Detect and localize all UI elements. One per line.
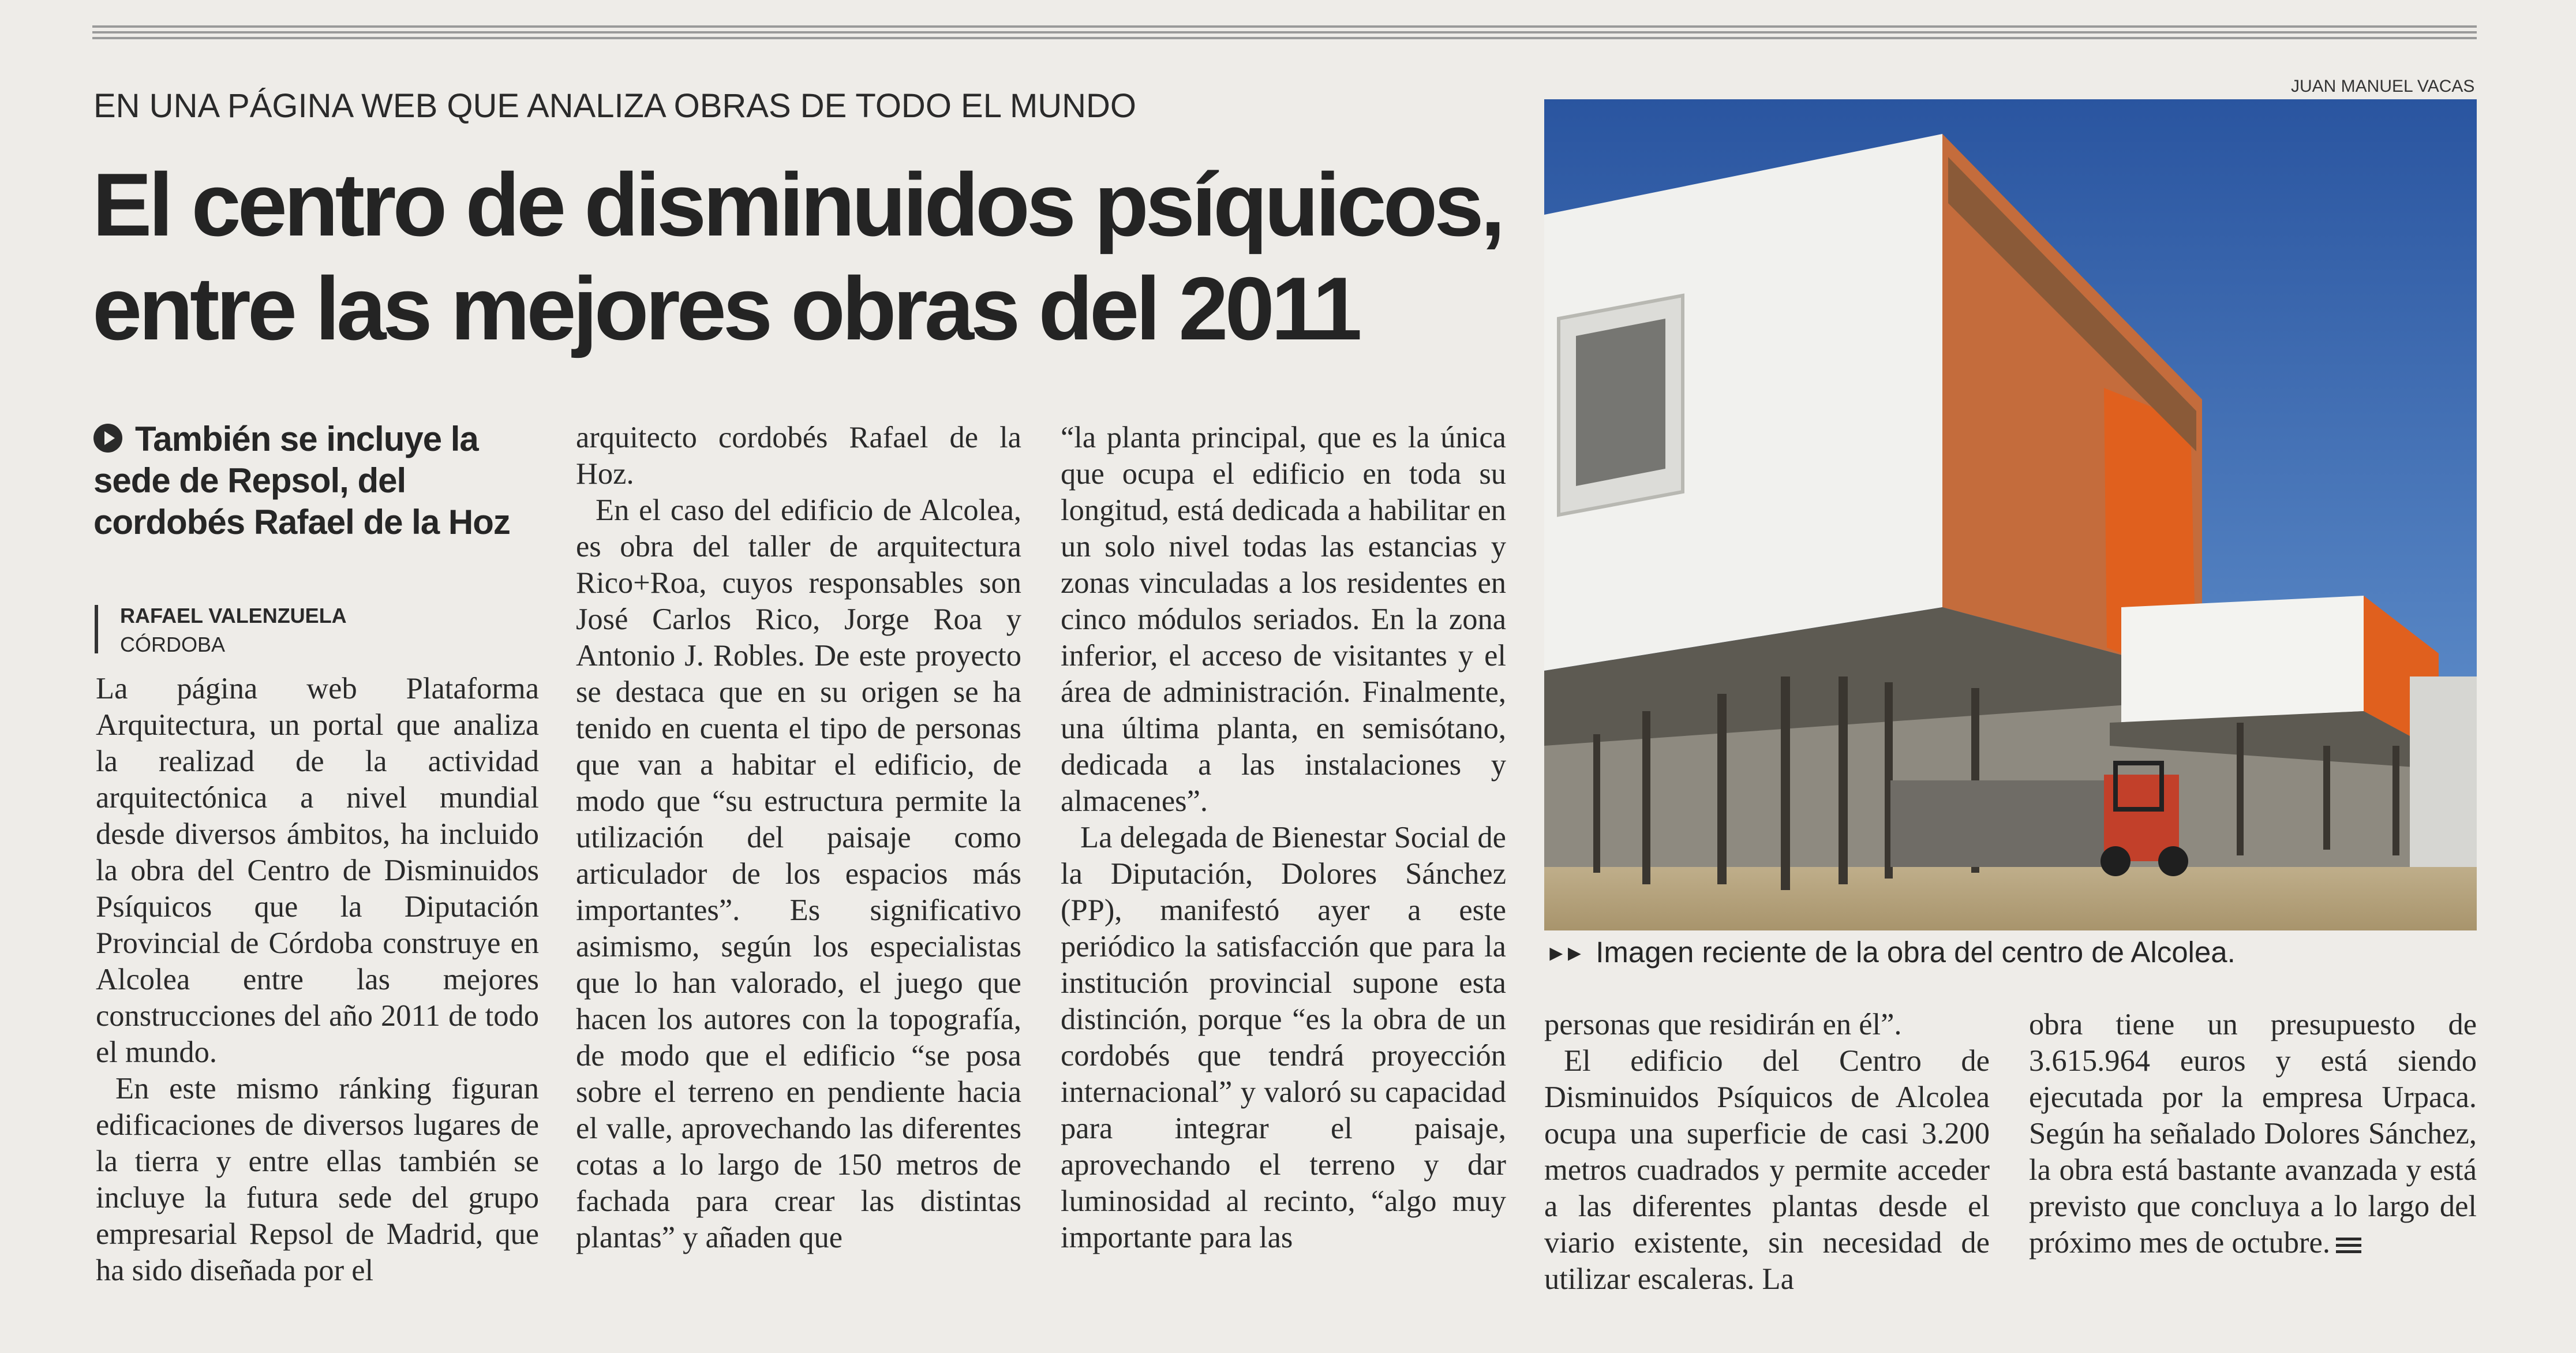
caption-arrow-icon: ►► <box>1545 941 1582 966</box>
byline-location: CÓRDOBA <box>120 633 226 656</box>
ground <box>1544 867 2477 930</box>
building-photo <box>1544 99 2477 930</box>
body-column-5 <box>2029 1007 2477 1261</box>
paragraph: arquitecto cordobés Rafael de la Hoz. <box>576 421 1021 491</box>
paragraph: La delegada de Bienestar Social de la Diputación, Dolores Sánchez (PP), manifestó ayer a este periódico la satisfacción que para la institución provincial supone esta distinción, porque “es la obra de un cordobés que tendrá proyección internacional” y valoró su capacidad para integrar el paisaje, aprovechando el terreno y dar luminosidad al recinto, “algo muy importante para las <box>1061 821 1506 1254</box>
top-rule <box>92 31 2477 33</box>
body-column-1 <box>96 671 539 1289</box>
headline-line: entre las mejores obras del 2011 <box>92 259 1359 358</box>
body-column-2 <box>576 420 1021 1256</box>
headline-line: El centro de disminuidos psíquicos, <box>92 155 1502 255</box>
play-bullet-icon <box>93 424 122 453</box>
byline-divider <box>95 605 98 653</box>
forklift <box>2101 763 2188 876</box>
paragraph: En el caso del edificio de Alcolea, es obra del taller de arquitectura Rico+Roa, cuyos responsables son José Carlos Rico, Jorge Roa y Antonio J. Robles. De este proyecto se destaca que en su origen se ha tenido en cuenta el tipo de personas que van a habitar el edificio, de modo que “su estructura permite la utilización del paisaje como articulador de los espacios más importantes”. Es significativo asimismo, según los especialistas que lo han valorado, el juego que hacen los autores con la topografía, de modo que el edificio “se posa sobre el terreno en pendiente hacia el valle, aprovechando las diferentes cotas a lo largo de 150 metros de fachada para crear las distintas plantas” y añaden que <box>576 494 1021 1254</box>
caption-text: Imagen reciente de la obra del centro de Alcolea. <box>1596 936 2236 969</box>
photo-caption <box>1545 935 2236 969</box>
paragraph: En este mismo ránking figuran edificaciones de diversos lugares de la tierra y entre ellas también se incluye la futura sede del grupo empresarial Repsol de Madrid, que ha sido diseñada por el <box>96 1072 539 1287</box>
subheadline <box>93 418 555 543</box>
paragraph: La página web Plataforma Arquitectura, un portal que analiza la realizad de la actividad arquitectónica a nivel mundial desde diversos ámbitos, ha incluido la obra del Centro de Disminuidos Psíquicos que la Diputación Provincial de Córdoba construye en Alcolea entre las mejores construcciones del año 2011 de todo el mundo. <box>96 672 539 1069</box>
top-rule <box>92 37 2477 39</box>
headline <box>92 153 1535 361</box>
subheadline-text: También se incluye la sede de Repsol, del cordobés Rafael de la Hoz <box>93 420 510 541</box>
paragraph-text: obra tiene un presupuesto de 3.615.964 euros y está siendo ejecutada por la empresa Urpaca. Según ha señalado Dolores Sánchez, la obra está bastante avanzada y está previsto que concluya a lo largo del próximo mes de octubre. <box>2029 1008 2477 1259</box>
paragraph <box>2029 1007 2477 1261</box>
body-column-4 <box>1544 1007 1990 1298</box>
lower-volume-front <box>2121 596 2364 723</box>
paragraph: “la planta principal, que es la única que ocupa el edificio en toda su longitud, está dedicada a habilitar en un solo nivel todas las estancias y zonas vinculadas a los residentes en cinco módulos seriados. En la zona inferior, el acceso de visitantes y el área de administración. Finalmente, una última planta, en semisótano, dedicada a las instalaciones y almacenes”. <box>1061 421 1506 818</box>
paragraph: personas que residirán en él”. <box>1544 1008 1902 1041</box>
end-of-article-icon <box>2336 1234 2361 1257</box>
body-column-3 <box>1061 420 1506 1256</box>
top-rule <box>92 25 2477 28</box>
photo-credit: JUAN MANUEL VACAS <box>2291 77 2475 96</box>
paragraph: El edificio del Centro de Disminuidos Psíquicos de Alcolea ocupa una superficie de casi 3.200 metros cuadrados y permite acceder a las diferentes plantas desde el viario existente, sin necesidad de utilizar escaleras. La <box>1544 1044 1990 1296</box>
byline-author: RAFAEL VALENZUELA <box>120 604 347 627</box>
kicker: EN UNA PÁGINA WEB QUE ANALIZA OBRAS DE TODO EL MUNDO <box>93 87 1137 125</box>
